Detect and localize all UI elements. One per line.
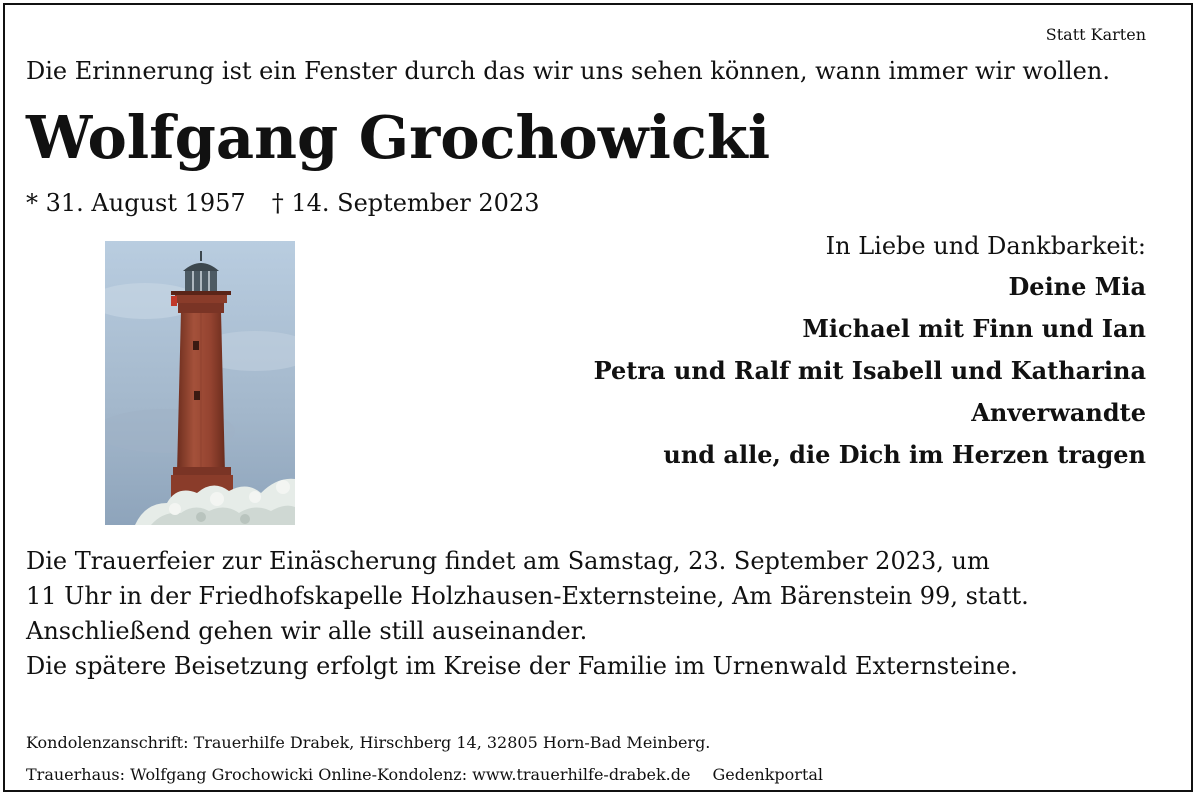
lighthouse-icon <box>105 241 295 525</box>
death-date: † 14. September 2023 <box>271 189 540 217</box>
ceremony-line: 11 Uhr in der Friedhofskapelle Holzhausen-Externsteine, Am Bärenstein 99, statt. <box>26 582 1029 610</box>
mourner-line: Anverwandte <box>971 398 1146 427</box>
thanks-block <box>486 226 1146 476</box>
memorial-quote: Die Erinnerung ist ein Fenster durch das wir uns sehen können, wann immer wir wollen. <box>26 57 1110 85</box>
online-condolence: Trauerhaus: Wolfgang Grochowicki Online-Kondolenz: www.trauerhilfe-drabek.de <box>26 765 691 784</box>
ceremony-line: Die Trauerfeier zur Einäscherung findet am Samstag, 23. September 2023, um <box>26 547 990 575</box>
thanks-intro: In Liebe und Dankbarkeit: <box>825 232 1146 260</box>
funeral-home-line <box>26 759 823 791</box>
ceremony-line: Die spätere Beisetzung erfolgt im Kreise der Familie im Urnenwald Externsteine. <box>26 652 1018 680</box>
footer-block <box>26 727 823 791</box>
mourner-line: Petra und Ralf mit Isabell und Katharina <box>593 356 1146 385</box>
ceremony-line: Anschließend gehen wir alle still auseinander. <box>26 617 588 645</box>
mourner-line: und alle, die Dich im Herzen tragen <box>663 440 1146 469</box>
statt-karten-note: Statt Karten <box>1045 25 1146 44</box>
lighthouse-photo <box>105 241 295 525</box>
birth-date: * 31. August 1957 <box>26 189 246 217</box>
deceased-name: Wolfgang Grochowicki <box>26 103 771 172</box>
life-dates <box>26 186 540 220</box>
memorial-portal: Gedenkportal <box>712 765 824 784</box>
mourner-line: Michael mit Finn und Ian <box>802 314 1146 343</box>
ceremony-block <box>26 544 1029 684</box>
condolence-address: Kondolenzanschrift: Trauerhilfe Drabek, Hirschberg 14, 32805 Horn-Bad Meinberg. <box>26 733 711 752</box>
mourner-line: Deine Mia <box>1008 272 1146 301</box>
